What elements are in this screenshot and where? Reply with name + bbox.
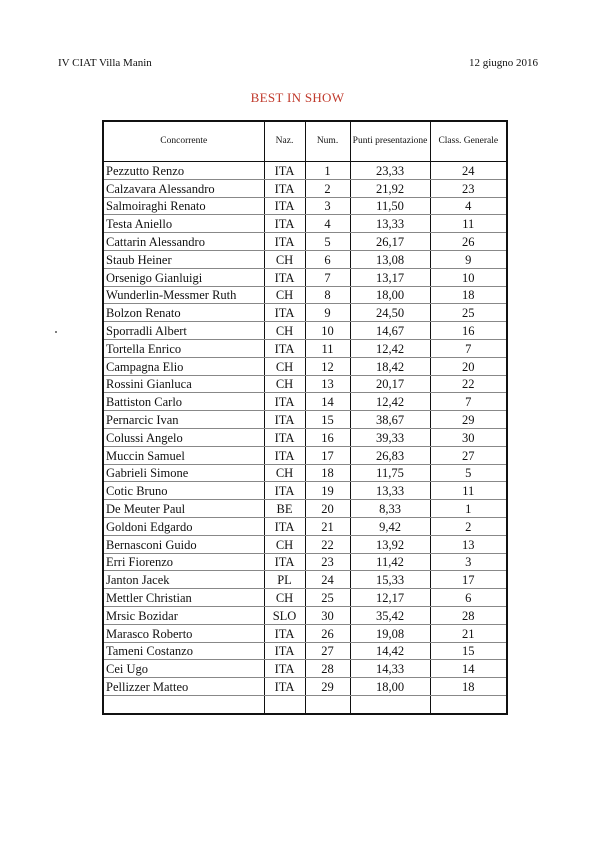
competitor-cell: Bolzon Renato xyxy=(103,304,264,322)
points-cell: 26,83 xyxy=(350,446,430,464)
table-row xyxy=(103,589,507,607)
competitor-cell: Calzavara Alessandro xyxy=(103,179,264,197)
points-cell: 23,33 xyxy=(350,162,430,180)
points-cell: 19,08 xyxy=(350,624,430,642)
number-cell: 24 xyxy=(305,571,350,589)
nation-cell: ITA xyxy=(264,304,305,322)
number-cell: 13 xyxy=(305,375,350,393)
number-cell: 20 xyxy=(305,500,350,518)
nation-cell: ITA xyxy=(264,162,305,180)
event-name: IV CIAT Villa Manin xyxy=(58,57,152,69)
scan-speck xyxy=(55,331,57,333)
number-cell: 26 xyxy=(305,624,350,642)
nation-cell: ITA xyxy=(264,339,305,357)
points-cell: 13,33 xyxy=(350,215,430,233)
competitor-cell: Pellizzer Matteo xyxy=(103,678,264,696)
points-cell: 18,42 xyxy=(350,357,430,375)
ranking-cell: 23 xyxy=(430,179,507,197)
number-cell: 29 xyxy=(305,678,350,696)
table-row xyxy=(103,606,507,624)
nation-cell: CH xyxy=(264,464,305,482)
table-row xyxy=(103,482,507,500)
nation-cell: ITA xyxy=(264,517,305,535)
competitor-cell: Campagna Elio xyxy=(103,357,264,375)
table-row xyxy=(103,286,507,304)
table-row xyxy=(103,517,507,535)
ranking-cell: 5 xyxy=(430,464,507,482)
points-cell: 8,33 xyxy=(350,500,430,518)
table-row xyxy=(103,678,507,696)
ranking-cell: 11 xyxy=(430,482,507,500)
competitor-cell: Mettler Christian xyxy=(103,589,264,607)
points-cell: 21,92 xyxy=(350,179,430,197)
number-cell: 1 xyxy=(305,162,350,180)
competitor-cell: Mrsic Bozidar xyxy=(103,606,264,624)
ranking-cell: 21 xyxy=(430,624,507,642)
table-row xyxy=(103,197,507,215)
table-row xyxy=(103,250,507,268)
ranking-cell: 2 xyxy=(430,517,507,535)
nation-cell xyxy=(264,695,305,713)
competitor-cell: Rossini Gianluca xyxy=(103,375,264,393)
number-cell: 3 xyxy=(305,197,350,215)
ranking-cell: 29 xyxy=(430,411,507,429)
nation-cell: ITA xyxy=(264,660,305,678)
ranking-cell: 18 xyxy=(430,286,507,304)
table-row xyxy=(103,304,507,322)
points-cell: 12,42 xyxy=(350,393,430,411)
nation-cell: PL xyxy=(264,571,305,589)
ranking-cell: 18 xyxy=(430,678,507,696)
competitor-cell: Orsenigo Gianluigi xyxy=(103,268,264,286)
points-cell: 14,67 xyxy=(350,322,430,340)
ranking-cell: 7 xyxy=(430,339,507,357)
number-cell: 28 xyxy=(305,660,350,678)
competitor-cell: Tortella Enrico xyxy=(103,339,264,357)
table-row xyxy=(103,624,507,642)
nation-cell: ITA xyxy=(264,642,305,660)
points-cell: 9,42 xyxy=(350,517,430,535)
nation-cell: ITA xyxy=(264,233,305,251)
results-table xyxy=(102,120,508,715)
points-cell: 11,50 xyxy=(350,197,430,215)
competitor-cell: Battiston Carlo xyxy=(103,393,264,411)
ranking-cell: 30 xyxy=(430,428,507,446)
number-cell: 2 xyxy=(305,179,350,197)
ranking-cell: 17 xyxy=(430,571,507,589)
competitor-cell: Wunderlin-Messmer Ruth xyxy=(103,286,264,304)
number-cell: 12 xyxy=(305,357,350,375)
table-row xyxy=(103,233,507,251)
column-header-ranking: Class. Generale xyxy=(430,121,507,162)
results-table-container xyxy=(102,120,508,715)
number-cell: 11 xyxy=(305,339,350,357)
table-row xyxy=(103,535,507,553)
table-row xyxy=(103,553,507,571)
competitor-cell: Pernarcic Ivan xyxy=(103,411,264,429)
table-row xyxy=(103,357,507,375)
points-cell: 24,50 xyxy=(350,304,430,322)
ranking-cell: 7 xyxy=(430,393,507,411)
number-cell: 22 xyxy=(305,535,350,553)
number-cell: 27 xyxy=(305,642,350,660)
number-cell: 21 xyxy=(305,517,350,535)
event-date: 12 giugno 2016 xyxy=(468,57,538,69)
ranking-cell: 10 xyxy=(430,268,507,286)
points-cell: 39,33 xyxy=(350,428,430,446)
points-cell: 14,42 xyxy=(350,642,430,660)
nation-cell: CH xyxy=(264,322,305,340)
table-header-row xyxy=(103,121,507,162)
number-cell: 9 xyxy=(305,304,350,322)
points-cell: 11,42 xyxy=(350,553,430,571)
ranking-cell: 20 xyxy=(430,357,507,375)
table-row xyxy=(103,339,507,357)
table-row xyxy=(103,428,507,446)
ranking-cell: 28 xyxy=(430,606,507,624)
nation-cell: SLO xyxy=(264,606,305,624)
column-header-competitor: Concorrente xyxy=(103,121,264,162)
number-cell: 5 xyxy=(305,233,350,251)
table-row xyxy=(103,179,507,197)
competitor-cell: Cotic Bruno xyxy=(103,482,264,500)
number-cell: 17 xyxy=(305,446,350,464)
competitor-cell: Muccin Samuel xyxy=(103,446,264,464)
points-cell: 38,67 xyxy=(350,411,430,429)
ranking-cell: 14 xyxy=(430,660,507,678)
number-cell: 25 xyxy=(305,589,350,607)
number-cell: 19 xyxy=(305,482,350,500)
number-cell: 16 xyxy=(305,428,350,446)
points-cell: 13,17 xyxy=(350,268,430,286)
nation-cell: CH xyxy=(264,375,305,393)
table-row xyxy=(103,411,507,429)
ranking-cell: 4 xyxy=(430,197,507,215)
ranking-cell xyxy=(430,695,507,713)
points-cell: 13,08 xyxy=(350,250,430,268)
competitor-cell: Cei Ugo xyxy=(103,660,264,678)
number-cell: 8 xyxy=(305,286,350,304)
table-row xyxy=(103,215,507,233)
nation-cell: ITA xyxy=(264,215,305,233)
competitor-cell: Tameni Costanzo xyxy=(103,642,264,660)
number-cell: 30 xyxy=(305,606,350,624)
competitor-cell: Testa Aniello xyxy=(103,215,264,233)
table-row xyxy=(103,571,507,589)
number-cell xyxy=(305,695,350,713)
competitor-cell: Erri Fiorenzo xyxy=(103,553,264,571)
points-cell: 35,42 xyxy=(350,606,430,624)
column-header-number: Num. xyxy=(305,121,350,162)
number-cell: 10 xyxy=(305,322,350,340)
table-row xyxy=(103,322,507,340)
ranking-cell: 22 xyxy=(430,375,507,393)
nation-cell: ITA xyxy=(264,553,305,571)
competitor-cell xyxy=(103,695,264,713)
nation-cell: ITA xyxy=(264,393,305,411)
ranking-cell: 27 xyxy=(430,446,507,464)
table-row xyxy=(103,393,507,411)
points-cell: 26,17 xyxy=(350,233,430,251)
table-row xyxy=(103,162,507,180)
table-row xyxy=(103,642,507,660)
ranking-cell: 25 xyxy=(430,304,507,322)
nation-cell: CH xyxy=(264,286,305,304)
nation-cell: CH xyxy=(264,250,305,268)
column-header-nation: Naz. xyxy=(264,121,305,162)
nation-cell: ITA xyxy=(264,446,305,464)
table-row xyxy=(103,268,507,286)
points-cell: 20,17 xyxy=(350,375,430,393)
competitor-cell: Janton Jacek xyxy=(103,571,264,589)
points-cell: 13,33 xyxy=(350,482,430,500)
competitor-cell: Cattarin Alessandro xyxy=(103,233,264,251)
competitor-cell: Marasco Roberto xyxy=(103,624,264,642)
number-cell: 14 xyxy=(305,393,350,411)
competitor-cell: Gabrieli Simone xyxy=(103,464,264,482)
nation-cell: CH xyxy=(264,357,305,375)
points-cell: 12,17 xyxy=(350,589,430,607)
nation-cell: BE xyxy=(264,500,305,518)
points-cell xyxy=(350,695,430,713)
table-row xyxy=(103,375,507,393)
table-row xyxy=(103,500,507,518)
competitor-cell: De Meuter Paul xyxy=(103,500,264,518)
column-header-points: Punti presentazione xyxy=(350,121,430,162)
points-cell: 12,42 xyxy=(350,339,430,357)
competitor-cell: Staub Heiner xyxy=(103,250,264,268)
competitor-cell: Sporradli Albert xyxy=(103,322,264,340)
nation-cell: ITA xyxy=(264,428,305,446)
number-cell: 6 xyxy=(305,250,350,268)
ranking-cell: 26 xyxy=(430,233,507,251)
ranking-cell: 24 xyxy=(430,162,507,180)
competitor-cell: Goldoni Edgardo xyxy=(103,517,264,535)
points-cell: 18,00 xyxy=(350,286,430,304)
ranking-cell: 1 xyxy=(430,500,507,518)
points-cell: 18,00 xyxy=(350,678,430,696)
competitor-cell: Colussi Angelo xyxy=(103,428,264,446)
nation-cell: CH xyxy=(264,589,305,607)
points-cell: 11,75 xyxy=(350,464,430,482)
points-cell: 14,33 xyxy=(350,660,430,678)
table-row xyxy=(103,695,507,713)
nation-cell: CH xyxy=(264,535,305,553)
points-cell: 15,33 xyxy=(350,571,430,589)
nation-cell: ITA xyxy=(264,411,305,429)
ranking-cell: 16 xyxy=(430,322,507,340)
nation-cell: ITA xyxy=(264,197,305,215)
competitor-cell: Pezzutto Renzo xyxy=(103,162,264,180)
nation-cell: ITA xyxy=(264,678,305,696)
ranking-cell: 9 xyxy=(430,250,507,268)
ranking-cell: 13 xyxy=(430,535,507,553)
table-row xyxy=(103,446,507,464)
table-row xyxy=(103,464,507,482)
nation-cell: ITA xyxy=(264,268,305,286)
page-title: BEST IN SHOW xyxy=(250,90,345,105)
competitor-cell: Bernasconi Guido xyxy=(103,535,264,553)
nation-cell: ITA xyxy=(264,179,305,197)
ranking-cell: 11 xyxy=(430,215,507,233)
number-cell: 15 xyxy=(305,411,350,429)
points-cell: 13,92 xyxy=(350,535,430,553)
number-cell: 18 xyxy=(305,464,350,482)
number-cell: 23 xyxy=(305,553,350,571)
nation-cell: ITA xyxy=(264,482,305,500)
ranking-cell: 15 xyxy=(430,642,507,660)
table-row xyxy=(103,660,507,678)
ranking-cell: 6 xyxy=(430,589,507,607)
number-cell: 7 xyxy=(305,268,350,286)
competitor-cell: Salmoiraghi Renato xyxy=(103,197,264,215)
number-cell: 4 xyxy=(305,215,350,233)
nation-cell: ITA xyxy=(264,624,305,642)
ranking-cell: 3 xyxy=(430,553,507,571)
